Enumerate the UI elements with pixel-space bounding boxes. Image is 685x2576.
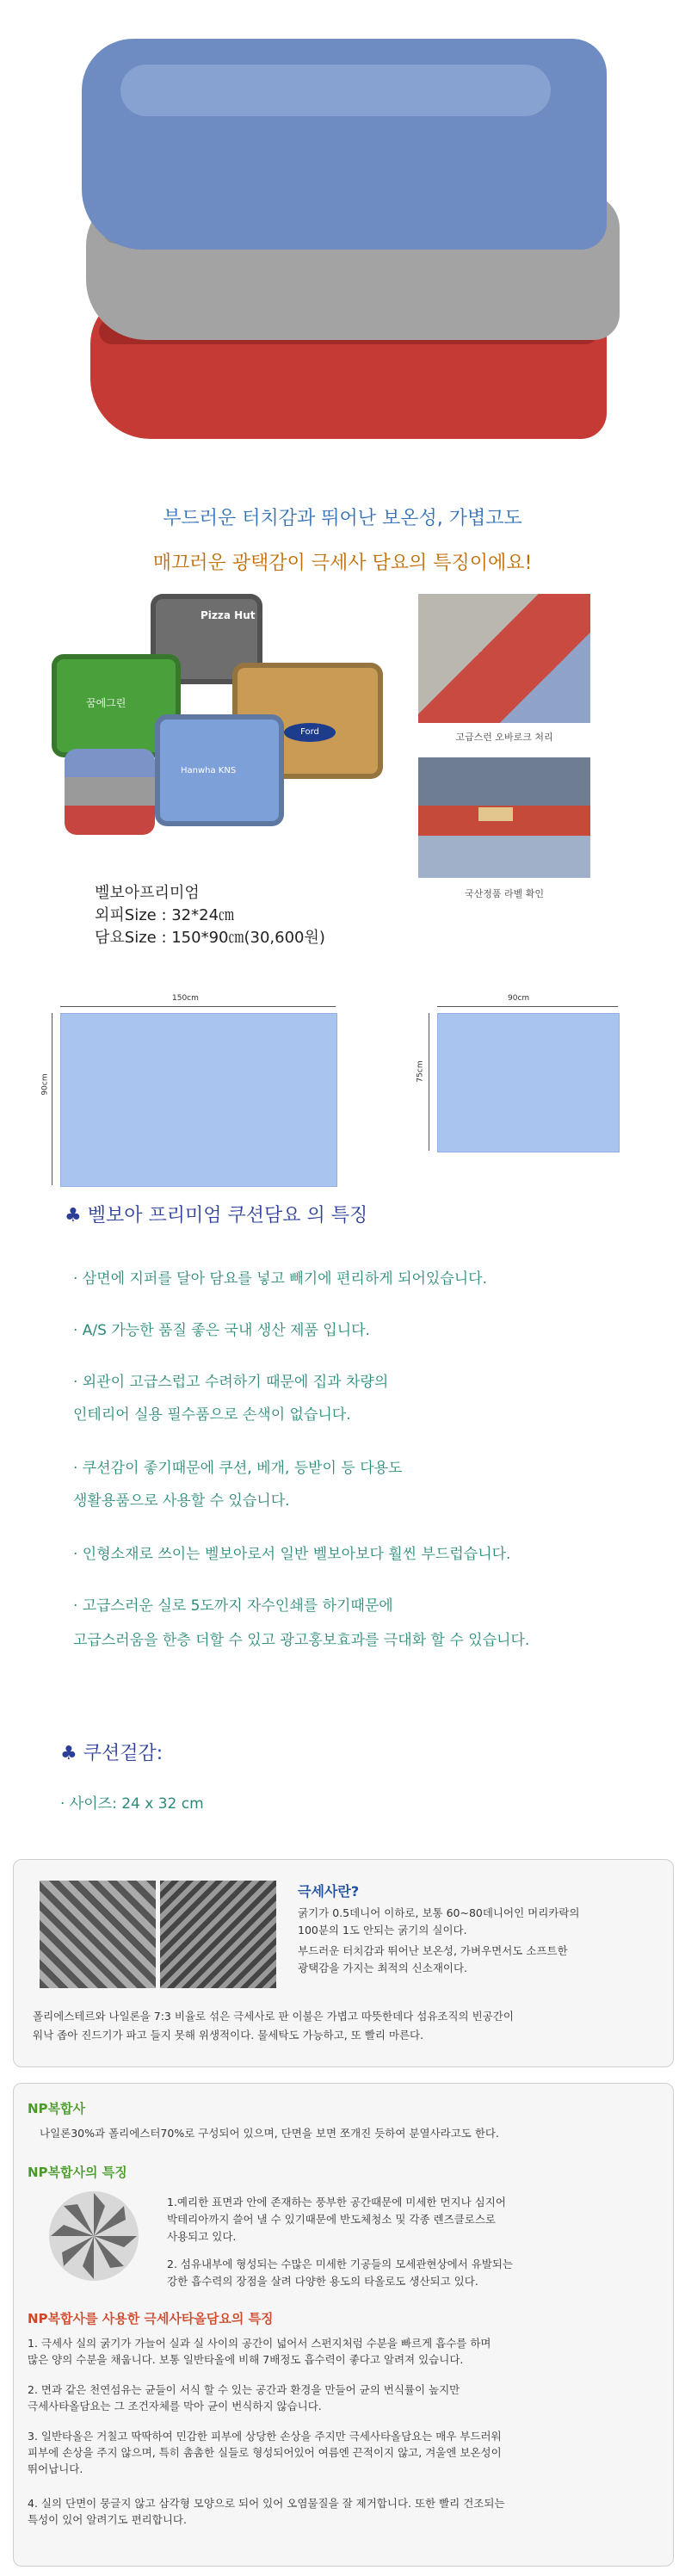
np-feat-2b: 강한 흡수력의 장점을 살려 다양한 용도의 타올로도 생산되고 있다. [167, 2275, 478, 2288]
np-use-2a: 2. 면과 같은 천연섬유는 균들이 서식 할 수 있는 공간과 환경을 만들어 균의 번식률이 높지만 [28, 2383, 460, 2396]
label-tag [478, 807, 513, 821]
features-title: 벨보아 프리미엄 쿠션담요 의 특징 [87, 1205, 368, 1226]
microfiber-title: 극세사란? [298, 1883, 360, 1900]
outer-size: · 사이즈: 24 x 32 cm [60, 1795, 204, 1813]
overlock-caption: 고급스런 오바로크 처리 [455, 732, 553, 743]
microfiber-text-2: 100분의 1도 안되는 굵기의 실이다. [298, 1924, 467, 1937]
microfiber-footer-2: 워낙 좁아 진드기가 파고 들지 못해 위생적이다. 물세탁도 가능하고, 또 빨리 마른다. [33, 2029, 424, 2042]
dim-left-rect [60, 1013, 337, 1187]
np-feat-1b: 박테리아까지 쓸어 낼 수 있기때문에 반도체청소 및 각종 렌즈클로스로 [167, 2213, 496, 2226]
product-pillows-image [52, 594, 396, 843]
folded-blankets [65, 749, 155, 835]
dim-right-width-line [437, 1006, 618, 1007]
np-intro: 나일론30%과 폴리에스터70%로 구성되어 있으며, 단면을 보면 쪼개진 듯하여 분열사라고도 한다. [40, 2127, 499, 2140]
np-box [13, 2083, 674, 2567]
np-title: NP복합사 [28, 2101, 86, 2116]
feature-3a: · 외관이 고급스럽고 수려하기 때문에 집과 차량의 [73, 1374, 389, 1391]
pillow-label-ford: Ford [284, 723, 336, 742]
label-caption: 국산정품 라벨 확인 [464, 888, 544, 899]
np-feat-1a: 1.예리한 표면과 안에 존재하는 풍부한 공간때문에 미세한 먼지나 심지어 [167, 2196, 506, 2208]
outer-title-row [60, 1739, 163, 1765]
feature-1: · 삼면에 지퍼를 달아 담요를 넣고 빼기에 편리하게 되어있습니다. [73, 1270, 488, 1288]
feature-4a: · 쿠션감이 좋기때문에 쿠션, 베개, 등받이 등 다용도 [73, 1460, 403, 1477]
np-use-1b: 많은 양의 수분을 채웁니다. 보통 일반타올에 비해 7배정도 흡수력이 좋다고 알려져 있습니다. [28, 2353, 464, 2366]
np-feat-1c: 사용되고 있다. [167, 2230, 237, 2243]
fiber-photo-2 [160, 1881, 276, 1988]
blanket-size: 담요Size : 150*90㎝(30,600원) [95, 929, 325, 947]
feature-2: · A/S 가능한 품질 좋은 국내 생산 제품 입니다. [73, 1322, 370, 1339]
fiber-photo-1 [40, 1881, 156, 1988]
feature-3b: 인테리어 실용 필수품으로 손색이 없습니다. [73, 1406, 351, 1424]
pillow-label-pizza: Pizza Hut [201, 609, 256, 621]
label-photo [418, 757, 590, 878]
microfiber-box [13, 1859, 674, 2067]
dim-left-height: 90cm [40, 1073, 50, 1096]
np-use-1a: 1. 극세사 실의 굵기가 가늘어 실과 실 사이의 공간이 넓어서 스펀지처럼 수분을 빠르게 흡수를 하며 [28, 2337, 491, 2350]
np-cross-section-icon [46, 2189, 141, 2283]
product-name: 벨보아프리미엄 [95, 884, 200, 902]
outer-size: 외피Size : 32*24㎝ [95, 906, 235, 924]
np-use-3b: 피부에 손상을 주지 않으며, 특히 촘촘한 실들로 형성되어있어 여름엔 끈적이지 않고, 겨울엔 보온성이 [28, 2446, 502, 2459]
dim-right-height: 75cm [416, 1060, 425, 1083]
np-use-4b: 특성이 있어 알려기도 편리합니다. [28, 2513, 187, 2526]
dim-right-rect [437, 1013, 620, 1152]
microfiber-text-4: 광택감을 가지는 최적의 신소재이다. [298, 1961, 468, 1974]
pillow-blue [155, 714, 284, 826]
product-specs [95, 882, 325, 949]
blue-blanket-highlight [120, 65, 551, 116]
feature-4b: 생활용품으로 사용할 수 있습니다. [73, 1492, 290, 1510]
feature-6a: · 고급스러운 실로 5도까지 자수인쇄를 하기때문에 [73, 1597, 393, 1615]
np-use-2b: 극세사타올담요는 그 조건자체를 막아 균이 번식하지 않습니다. [28, 2400, 322, 2412]
np-use-3a: 3. 일반타올은 거칠고 딱딱하여 민감한 피부에 상당한 손상을 주지만 극세사타올담요는 매우 부드러워 [28, 2430, 502, 2443]
np-use-4a: 4. 실의 단면이 뭉글지 않고 삼각형 모양으로 되어 있어 오염물질을 잘 제거합니다. 또한 빨리 건조되는 [28, 2497, 505, 2510]
dimension-diagram-left [34, 994, 344, 1188]
pillow-label-kns: Hanwha KNS [181, 766, 237, 775]
np-feat-title: NP복합사의 특징 [28, 2165, 127, 2180]
club-icon: ♣ [65, 1205, 82, 1226]
pillow-label-green: 꿈에그린 [86, 697, 127, 709]
overlock-photo [418, 594, 590, 723]
np-use-3c: 뛰어납니다. [28, 2462, 83, 2475]
np-feat-2a: 2. 섬유내부에 형성되는 수많은 미세한 기공들의 모세관현상에서 유발되는 [167, 2258, 513, 2270]
dim-left-width: 150cm [172, 994, 199, 1003]
club-icon: ♣ [60, 1743, 77, 1764]
tagline-line1: 부드러운 터치감과 뛰어난 보온성, 가볍고도 [163, 508, 522, 529]
dim-left-width-line [60, 1006, 336, 1007]
tagline-line2: 매끄러운 광택감이 극세사 담요의 특징이에요! [152, 553, 533, 574]
hero-image [0, 0, 685, 491]
microfiber-text-1: 굵기가 0.5데니어 이하로, 보통 60~80데니어인 머리카락의 [298, 1906, 580, 1919]
feature-5: · 인형소재로 쓰이는 벨보아로서 일반 벨보아보다 훨씬 부드럽습니다. [73, 1546, 511, 1563]
microfiber-text-3: 부드러운 터치감과 뛰어난 보온성, 가벼우면서도 소프트한 [298, 1944, 568, 1957]
feature-6b: 고급스러움을 한층 더할 수 있고 광고홍보효과를 극대화 할 수 있습니다. [73, 1632, 530, 1649]
dim-right-width: 90cm [508, 994, 530, 1003]
microfiber-footer-1: 폴리에스테르와 나일론을 7:3 비율로 섞은 극세사로 판 이불은 가볍고 따뜻한데다 섬유조직의 빈공간이 [33, 2010, 514, 2023]
np-use-title: NP복합사를 사용한 극세사타올담요의 특징 [28, 2311, 274, 2326]
features-title-row [65, 1201, 367, 1227]
dimension-diagram-right [404, 994, 628, 1158]
outer-title: 쿠션겉감: [83, 1743, 164, 1764]
